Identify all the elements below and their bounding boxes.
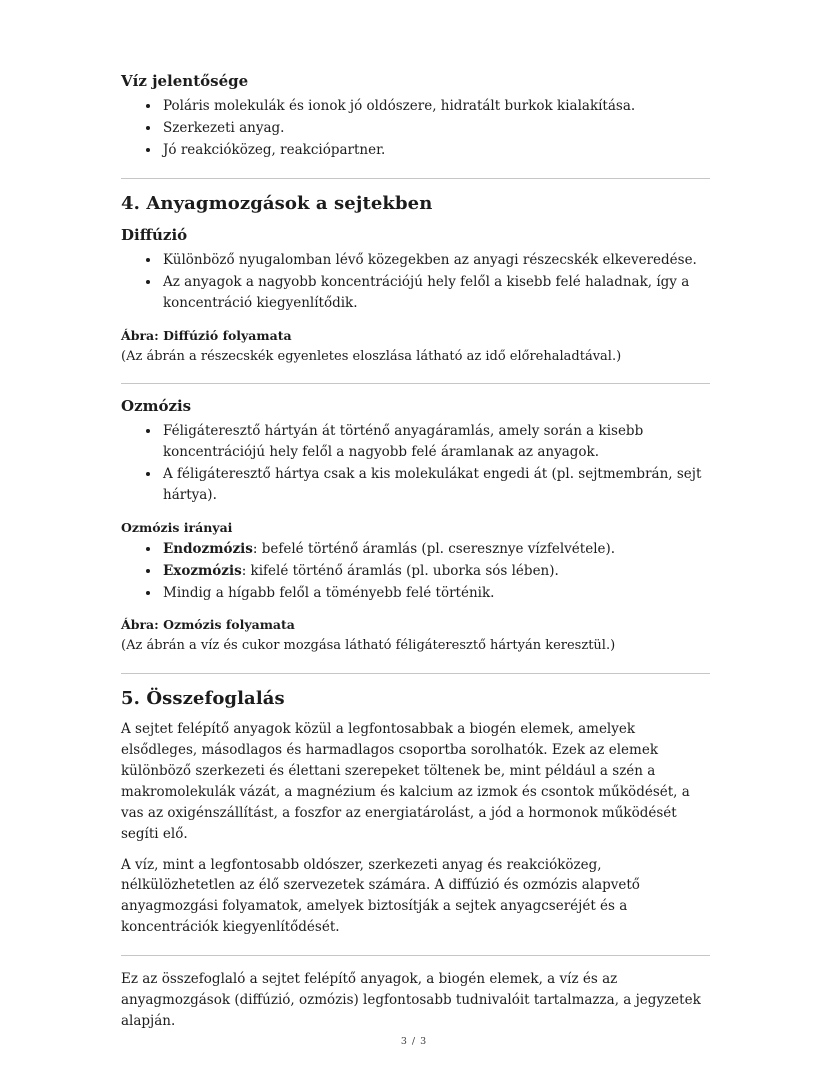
list-item xyxy=(161,140,710,161)
list-item-text: Az anyagok a nagyobb koncentrációjú hely felől a kisebb felé haladnak, így a koncentráció kiegyenlítődik. xyxy=(163,273,690,311)
list-item xyxy=(161,561,710,582)
section-heading: 4. Anyagmozgások a sejtekben xyxy=(121,192,433,214)
term-label: Endozmózis xyxy=(163,540,253,557)
list-item-text: Féligáteresztő hártyán át történő anyagáramlás, amely során a kisebb koncentrációjú hely felől a nagyobb felé áramlanak az anyagok. xyxy=(163,423,644,460)
bullet-list xyxy=(121,250,710,314)
bullet-list xyxy=(121,96,710,161)
section-heading: 5. Összefoglalás xyxy=(121,687,285,709)
list-item xyxy=(161,118,710,139)
divider xyxy=(121,178,710,179)
bullet-list xyxy=(121,539,710,604)
closing-paragraph: Ez az összefoglaló a sejtet felépítő anyagok, a biogén elemek, a víz és az anyagmozgások (diffúzió, ozmózis) legfontosabb tudnivalóit tartalmazza, a jegyzetek alapján. xyxy=(121,971,701,1030)
list-item-text: Poláris molekulák és ionok jó oldószere, hidratált burkok kialakítása. xyxy=(163,98,636,114)
section-osszefoglalas xyxy=(121,688,710,1032)
divider xyxy=(121,955,710,956)
list-item xyxy=(161,96,710,117)
page-number: 3 / 3 xyxy=(400,1036,428,1047)
list-item-text: : befelé történő áramlás (pl. cseresznye vízfelvétele). xyxy=(252,540,616,557)
summary-paragraph: A víz, mint a legfontosabb oldószer, szerkezeti anyag és reakcióközeg, nélkülözhetetlen az élő szervezetek számára. A diffúzió és ozmózis alapvető anyagmozgási folyamatok, amelyek biztosítják a sejtek anyagcseréjét és a koncentrációk kiegyenlítődését. xyxy=(121,856,640,936)
section-heading: Ozmózis xyxy=(121,397,192,416)
list-item-text: Szerkezeti anyag. xyxy=(163,119,285,136)
list-item-text: Mindig a hígabb felől a töményebb felé történik. xyxy=(163,584,495,601)
figure-caption-heading: Ábra: Diffúzió folyamata xyxy=(121,327,292,343)
list-item xyxy=(161,421,710,463)
list-item xyxy=(161,583,710,604)
list-item xyxy=(161,539,710,560)
section-heading: Víz jelentősége xyxy=(121,72,249,90)
section-ozmozis xyxy=(121,397,710,656)
figure-caption-text: (Az ábrán a víz és cukor mozgása látható féligáteresztő hártyán keresztül.) xyxy=(121,638,616,654)
summary-paragraph: A sejtet felépítő anyagok közül a legfontosabbak a biogén elemek, amelyek elsődleges, másodlagos és harmadlagos csoportba sorolhatók. Ezek az elemek különböző szerkezeti és élettani szerepeket töltenek be, mint például a szén a makromolekulák vázát, a magnézium és kalcium az izmok és csontok működését, a vas az oxigénszállítást, a foszfor az energiatárolást, a jód a hormonok működését segíti elő. xyxy=(121,720,690,842)
figure-caption-heading: Ábra: Ozmózis folyamata xyxy=(121,617,295,633)
figure-caption-text: (Az ábrán a részecskék egyenletes eloszlása látható az idő előrehaladtával.) xyxy=(121,348,622,364)
section-anyagmozgasok xyxy=(121,193,710,366)
term-label: Exozmózis xyxy=(163,562,242,579)
divider xyxy=(121,673,710,674)
list-item-text: : kifelé történő áramlás (pl. uborka sós lében). xyxy=(241,562,559,579)
bullet-list xyxy=(121,421,710,506)
list-item-text: Jó reakcióközeg, reakciópartner. xyxy=(163,141,386,158)
list-item xyxy=(161,464,710,506)
section-viz-jelentosege xyxy=(121,72,710,161)
divider xyxy=(121,383,710,384)
list-item xyxy=(161,272,710,314)
subsection-heading-diffuzio: Diffúzió xyxy=(121,225,188,244)
list-item xyxy=(161,250,710,271)
subsection-heading-ozmozis-iranyai: Ozmózis irányai xyxy=(121,519,233,535)
list-item-text: Különböző nyugalomban lévő közegekben az anyagi részecskék elkeveredése. xyxy=(163,251,697,268)
list-item-text: A féligáteresztő hártya csak a kis molekulákat engedi át (pl. sejtmembrán, sejt hártya). xyxy=(163,465,702,503)
